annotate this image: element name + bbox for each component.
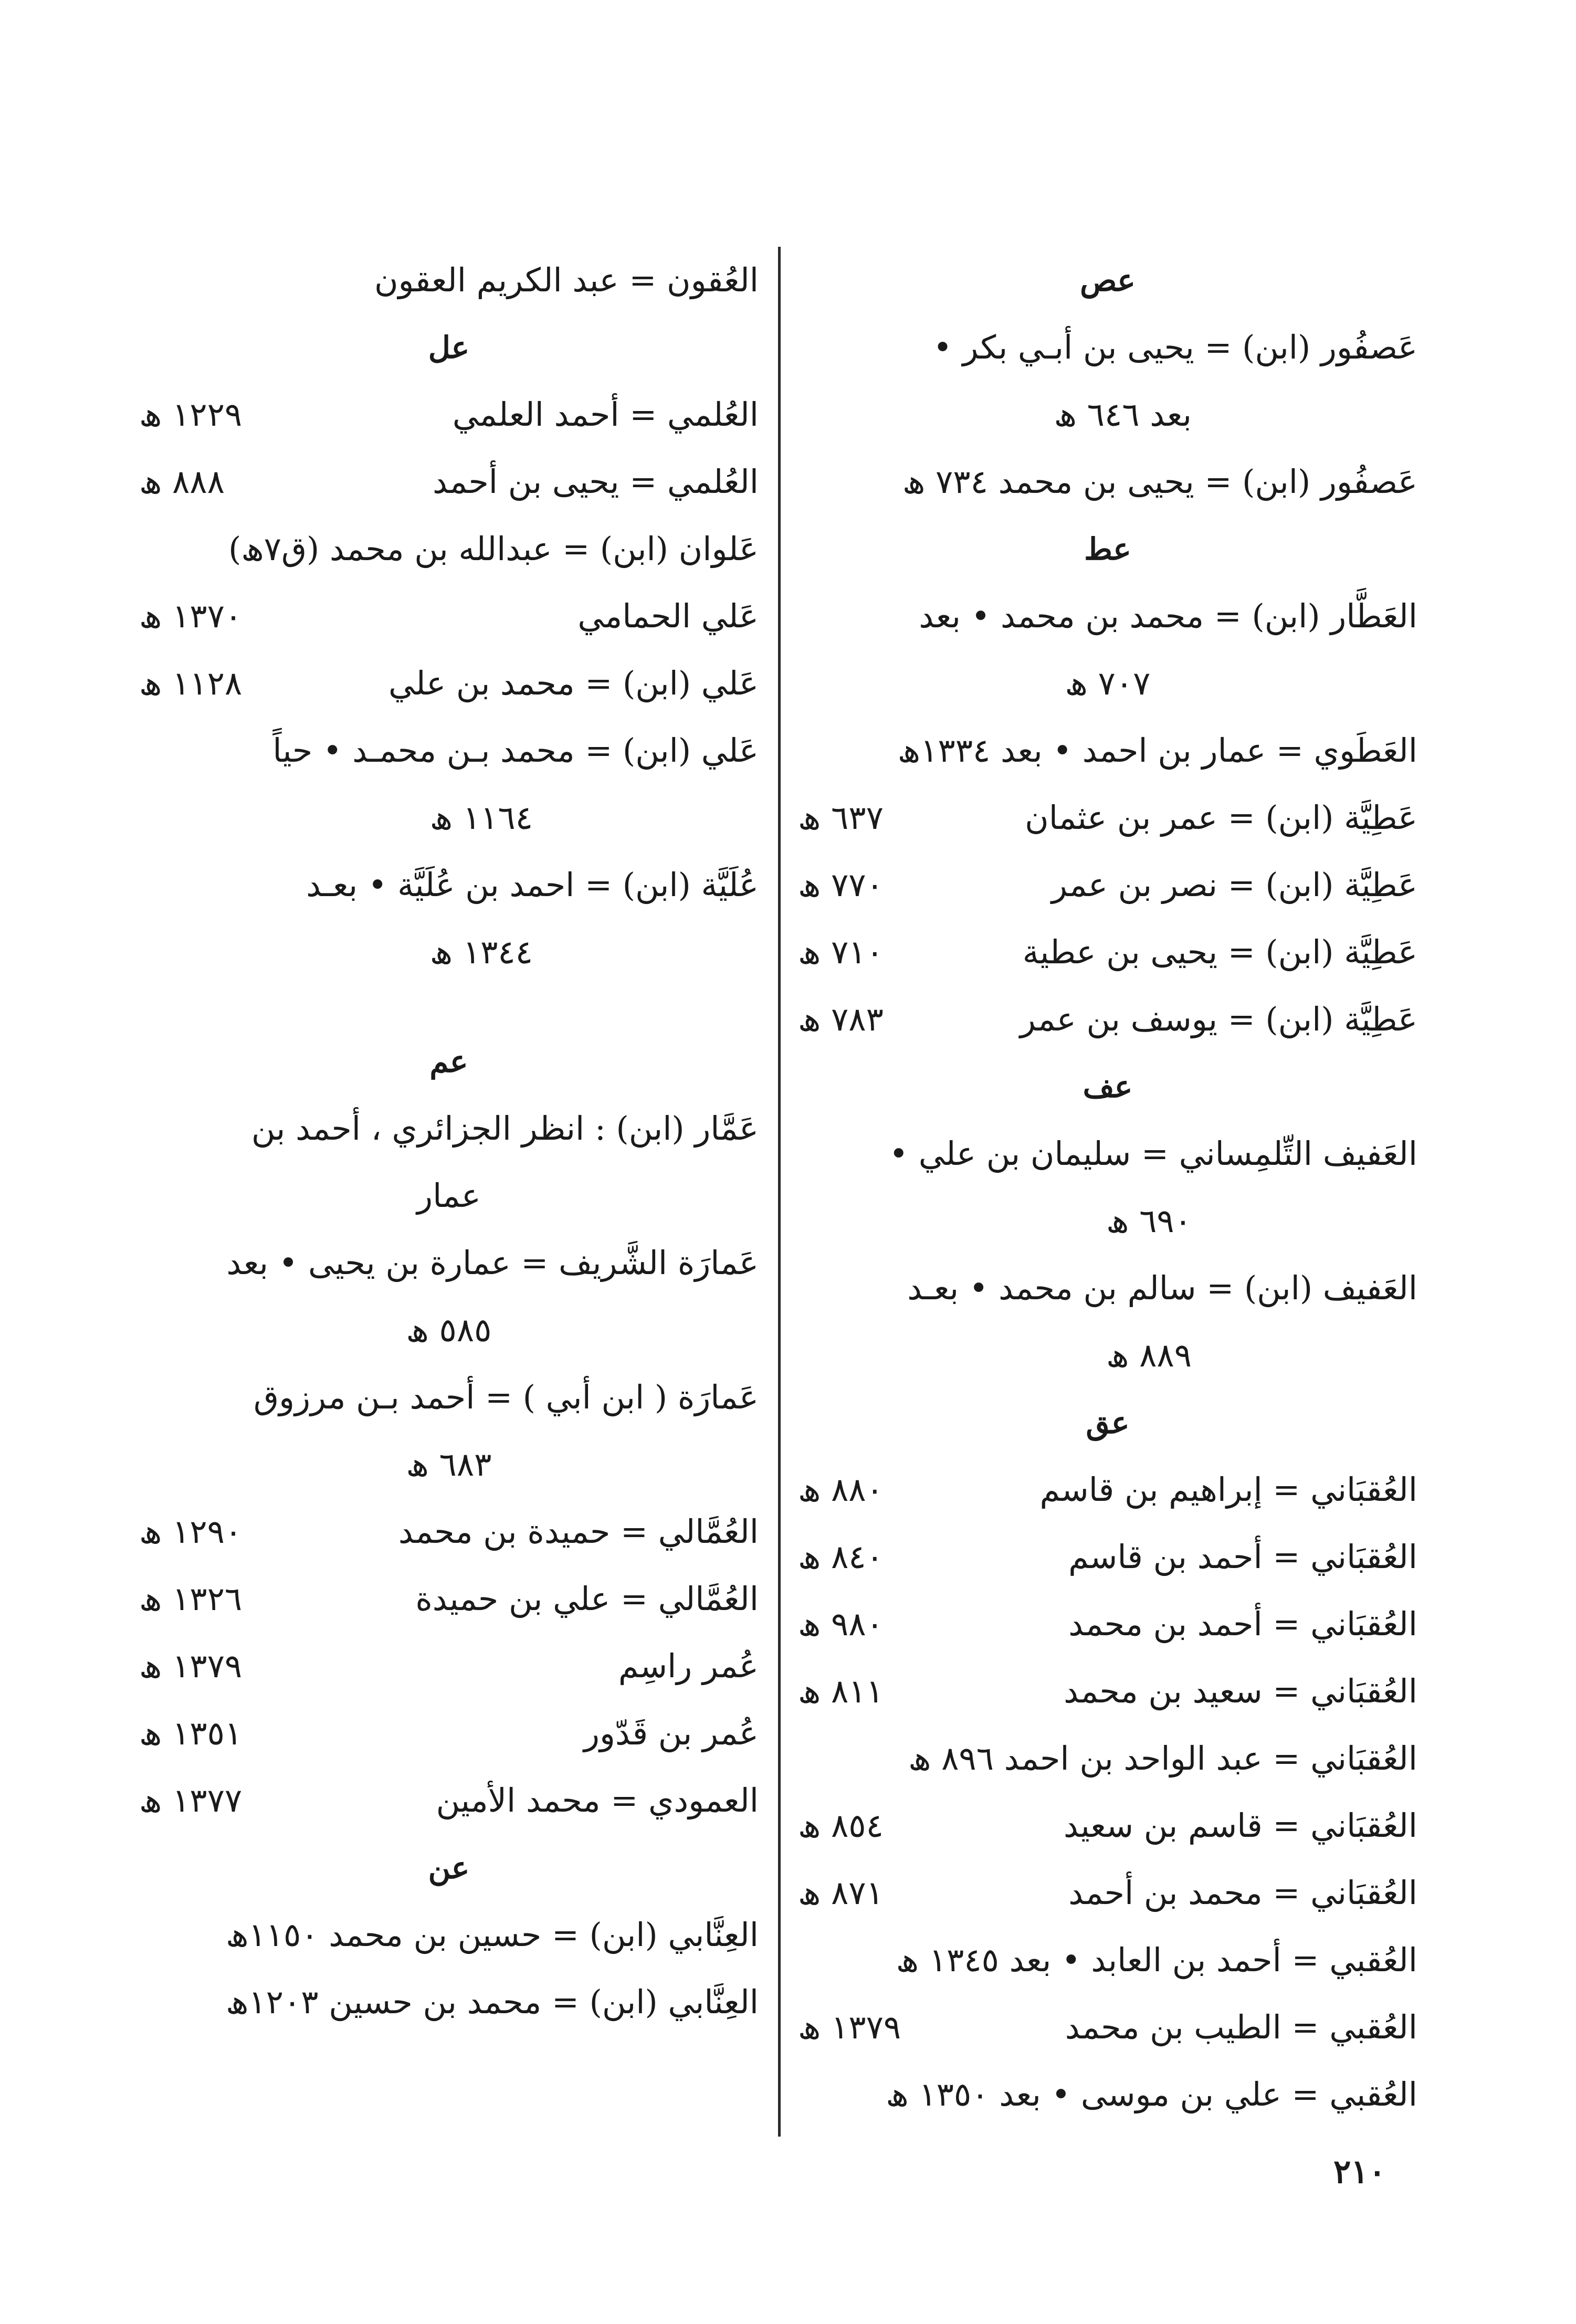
entry-text: عَمَّار (ابن) : انظر الجزائري ، أحمد بن	[251, 1109, 759, 1148]
entry-line	[139, 583, 759, 650]
entry-line	[139, 717, 759, 784]
entry-text: العُلمي = يحيى بن أحمد	[433, 462, 759, 501]
section-heading: عط	[1084, 531, 1131, 567]
entry-year: ١٣٥١ ھ	[139, 1714, 243, 1752]
entry-year: ٨٨٨ ھ	[139, 462, 225, 501]
entry-text: العُمَّالي = علي بن حميدة	[415, 1580, 759, 1618]
entry-line	[139, 1229, 759, 1297]
entry-line	[139, 381, 759, 448]
entry-line	[139, 247, 759, 314]
entry-text: عَلي (ابن) = محمد بن علي	[388, 664, 759, 702]
entry-continuation: ٥٨٥ ھ	[406, 1311, 492, 1349]
entry-line	[139, 516, 759, 583]
entry-year: ١٣٧٩ ھ	[798, 2008, 901, 2046]
entry-text: عُلَيَّة (ابن) = احمد بن عُلَيَّة • بعـد	[306, 866, 759, 904]
entry-text: عَمارَة ( ابن أبي ) = أحمد بـن مرزوق	[254, 1378, 759, 1416]
entry-line	[139, 1700, 759, 1767]
entry-text: العُلمي = أحمد العلمي	[452, 395, 759, 434]
entry-text: العَطَّار (ابن) = محمد بن محمد • بعد	[919, 597, 1417, 635]
entry-line	[139, 1901, 759, 1969]
entry-text: العُقبي = أحمد بن العابد • بعد ١٣٤٥ ھ	[896, 1941, 1417, 1979]
entry-line	[798, 1120, 1417, 1187]
section-heading: عف	[1083, 1069, 1133, 1105]
entry-continuation: ٦٨٣ ھ	[406, 1445, 492, 1484]
entry-text: العِنَّابي (ابن) = حسين بن محمد ١١٥٠ھ	[226, 1916, 759, 1954]
section-heading: عق	[1086, 1405, 1130, 1440]
entry-year: ٨٨٠ ھ	[798, 1470, 884, 1509]
entry-text: عَلي الحمامي	[577, 597, 759, 635]
entry-line	[139, 1364, 759, 1431]
entry-text: العُقبَاني = أحمد بن محمد	[1068, 1605, 1417, 1643]
entry-line	[139, 1767, 759, 1834]
entry-line	[798, 448, 1417, 516]
entry-text: العمودي = محمد الأمين	[436, 1781, 759, 1820]
entry-text: العُقبَاني = محمد بن أحمد	[1068, 1874, 1417, 1912]
entry-text: العُقبَاني = قاسم بن سعيد	[1063, 1806, 1417, 1845]
entry-continuation: عمار	[417, 1176, 481, 1215]
spacer	[139, 986, 759, 1028]
entry-line	[798, 1658, 1417, 1725]
entry-line	[139, 851, 759, 919]
entry-continuation: ١٣٤٤ ھ	[429, 933, 533, 971]
entry-year: ٨٤٠ ھ	[798, 1538, 884, 1576]
entry-continuation: ٦٩٠ ھ	[1106, 1202, 1192, 1240]
entry-continuation: بعد ٦٤٦ ھ	[1054, 395, 1192, 434]
entry-line	[798, 1792, 1417, 1859]
section-heading: عص	[1080, 262, 1136, 298]
entry-year: ٧١٠ ھ	[798, 933, 884, 971]
entry-year: ١٢٩٠ ھ	[139, 1512, 243, 1551]
entry-year: ١٣٢٦ ھ	[139, 1580, 243, 1618]
entry-text: عَلي (ابن) = محمد بـن محمـد • حياً	[272, 731, 759, 770]
entry-continuation: ٧٠٧ ھ	[1065, 664, 1151, 702]
entry-year: ٨٥٤ ھ	[798, 1806, 884, 1845]
entry-text: عَصفُور (ابن) = يحيى بن محمد ٧٣٤ ھ	[902, 462, 1417, 501]
entry-text: العَفيف التِّلمِساني = سليمان بن علي •	[889, 1134, 1417, 1173]
entry-text: العُقبَاني = عبد الواحد بن احمد ٨٩٦ ھ	[908, 1739, 1417, 1778]
section-heading: عل	[428, 330, 470, 365]
entry-text: عُمر راسِم	[618, 1647, 759, 1685]
entry-text: عَطِيَّة (ابن) = نصر بن عمر	[1051, 866, 1417, 904]
entry-continuation: ١١٦٤ ھ	[429, 798, 533, 837]
entry-text: عَطِيَّة (ابن) = عمر بن عثمان	[1025, 798, 1417, 837]
entry-text: العُقبَاني = إبراهيم بن قاسم	[1039, 1470, 1417, 1509]
entry-text: عَمارَة الشَّريف = عمارة بن يحيى • بعد	[226, 1244, 759, 1282]
entry-year: ٨١١ ھ	[798, 1672, 884, 1710]
section-heading: عن	[428, 1850, 470, 1886]
entry-text: العُقبَاني = أحمد بن قاسم	[1068, 1538, 1417, 1576]
entry-line	[139, 1095, 759, 1162]
entry-text: العُقبي = الطيب بن محمد	[1065, 2008, 1417, 2046]
entry-year: ١٢٢٩ ھ	[139, 395, 243, 434]
entry-line	[139, 1969, 759, 2036]
entry-year: ١٣٧٠ ھ	[139, 597, 243, 635]
entry-year: ٦٣٧ ھ	[798, 798, 884, 837]
entry-line	[798, 919, 1417, 986]
entry-line	[798, 2061, 1417, 2128]
entry-line	[798, 1456, 1417, 1523]
entry-line	[798, 314, 1417, 381]
entry-line	[139, 1565, 759, 1633]
entry-year: ١١٢٨ ھ	[139, 664, 243, 702]
page-number: ٢١٠	[1333, 2152, 1386, 2191]
column-divider	[778, 247, 781, 2137]
entry-text: العَفيف (ابن) = سالم بن محمد • بعـد	[907, 1269, 1417, 1307]
entry-line	[139, 1633, 759, 1700]
entry-text: العُقون = عبد الكريم العقون	[374, 261, 759, 299]
right-column	[798, 247, 1417, 2128]
entry-text: العِنَّابي (ابن) = محمد بن حسين ١٢٠٣ھ	[226, 1983, 759, 2021]
entry-text: عَصفُور (ابن) = يحيى بن أبـي بكر •	[933, 328, 1417, 366]
entry-year: ٨٧١ ھ	[798, 1874, 884, 1912]
entry-line	[798, 583, 1417, 650]
entry-line	[798, 1725, 1417, 1792]
entry-year: ٧٧٠ ھ	[798, 866, 884, 904]
entry-text: العُقبي = علي بن موسى • بعد ١٣٥٠ ھ	[886, 2075, 1417, 2113]
entry-line	[139, 448, 759, 516]
entry-line	[798, 1255, 1417, 1322]
entry-line	[139, 1498, 759, 1565]
section-heading: عم	[429, 1044, 468, 1079]
entry-text: عَطِيَّة (ابن) = يوسف بن عمر	[1020, 1000, 1417, 1038]
entry-text: عَلوان (ابن) = عبدالله بن محمد (ق٧ھ)	[228, 530, 759, 568]
entry-line	[798, 851, 1417, 919]
entry-line	[139, 650, 759, 717]
entry-line	[798, 1994, 1417, 2061]
entry-text: العُمَّالي = حميدة بن محمد	[398, 1512, 759, 1551]
entry-line	[798, 1523, 1417, 1591]
entry-text: عَطِيَّة (ابن) = يحيى بن عطية	[1022, 933, 1417, 971]
entry-line	[798, 1591, 1417, 1658]
entry-text: عُمر بن قَدّور	[584, 1714, 759, 1752]
entry-text: العُقبَاني = سعيد بن محمد	[1064, 1672, 1417, 1710]
entry-year: ٧٨٣ ھ	[798, 1000, 884, 1038]
entry-line	[798, 1927, 1417, 1994]
left-column	[139, 247, 759, 2036]
entry-line	[798, 986, 1417, 1053]
entry-year: ٩٨٠ ھ	[798, 1605, 884, 1643]
entry-text: العَطَوي = عمار بن احمد • بعد ١٣٣٤ھ	[897, 731, 1417, 770]
entry-year: ١٣٧٧ ھ	[139, 1781, 243, 1820]
entry-line	[798, 717, 1417, 784]
entry-year: ١٣٧٩ ھ	[139, 1647, 243, 1685]
entry-line	[798, 1859, 1417, 1927]
entry-line	[798, 784, 1417, 851]
entry-continuation: ٨٨٩ ھ	[1106, 1336, 1192, 1374]
